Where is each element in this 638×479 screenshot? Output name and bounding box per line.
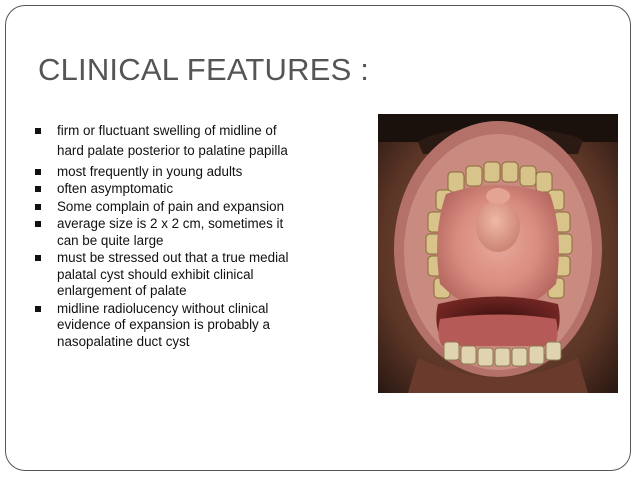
bullet-item (35, 181, 355, 198)
bullet-line: most frequently in young adults (57, 163, 243, 179)
square-bullet-icon (35, 169, 41, 175)
open-mouth-palate-image (378, 114, 618, 393)
clinical-photo (378, 114, 618, 393)
bullet-item (35, 199, 355, 216)
bullet-item (35, 301, 355, 351)
bullet-line: average size is 2 x 2 cm, sometimes it (57, 216, 284, 231)
square-bullet-icon (35, 204, 41, 210)
bullet-line: midline radiolucency without clinical (57, 300, 269, 316)
bullet-line: enlargement of palate (57, 283, 187, 298)
bullet-line: can be quite large (57, 232, 164, 248)
bullet-item (35, 216, 355, 249)
bullet-line: firm or fluctuant swelling of midline of (57, 123, 277, 138)
bullet-line: Some complain of pain and expansion (57, 198, 285, 214)
bullet-line: nasopalatine duct cyst (57, 333, 190, 349)
bullet-line: hard palate posterior to palatine papilla (57, 142, 288, 158)
bullet-line: palatal cyst should exhibit clinical (57, 266, 254, 282)
bullet-line: evidence of expansion is probably a (57, 317, 270, 332)
bullet-item (35, 250, 355, 300)
bullet-line: often asymptomatic (57, 181, 174, 196)
square-bullet-icon (35, 306, 41, 312)
bullet-item (35, 123, 355, 161)
square-bullet-icon (35, 128, 41, 134)
bullet-item (35, 164, 355, 181)
bullet-list (35, 123, 355, 350)
bullet-line: must be stressed out that a true medial (57, 250, 289, 265)
square-bullet-icon (35, 221, 41, 227)
slide-title: CLINICAL FEATURES : (38, 52, 370, 87)
square-bullet-icon (35, 186, 41, 192)
square-bullet-icon (35, 255, 41, 261)
